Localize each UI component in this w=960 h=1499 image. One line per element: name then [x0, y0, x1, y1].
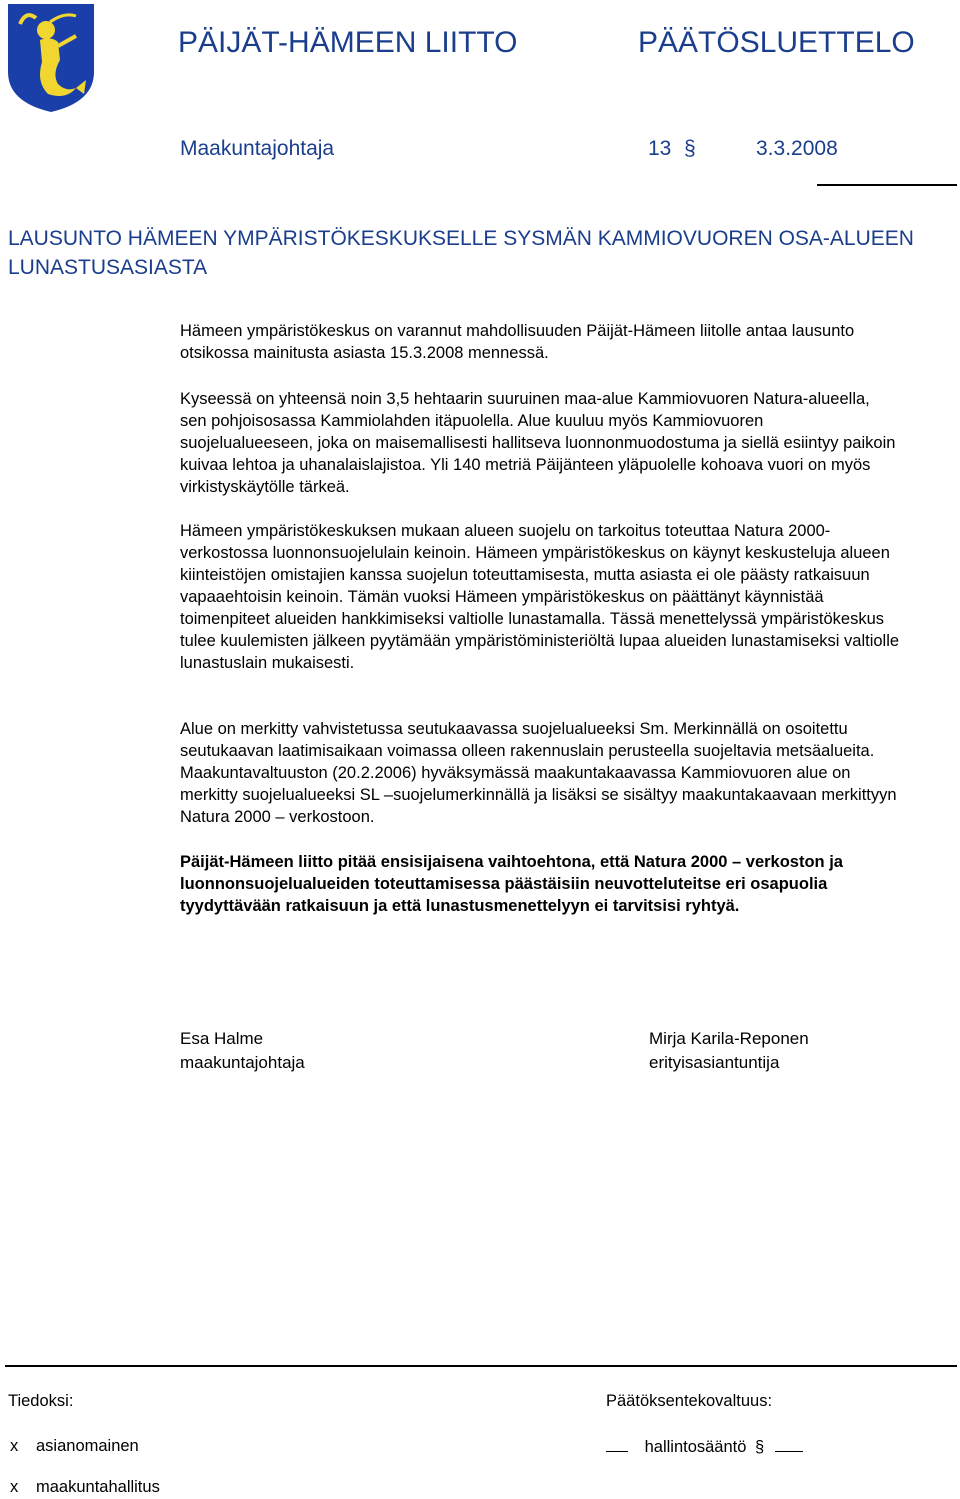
recipient-mark: x: [10, 1478, 19, 1496]
authority-row: [606, 1437, 803, 1457]
footer-rule: [5, 1365, 957, 1367]
recipient-name: maakuntahallitus: [36, 1478, 160, 1496]
authority-section-symbol: §: [755, 1438, 765, 1456]
signer-role: maakuntajohtaja: [180, 1053, 305, 1072]
paragraph-text: Kyseessä on yhteensä noin 3,5 hehtaarin suuruinen maa-alue Kammiovuoren Natura-alueella, sen pohjoisosassa Kammiolahden itäpuolella. Alue kuuluu myös Kammiovuoren suojelualueeseen, joka on maisemallisesti hallitseva luonnonmuodostuma ja siellä esiintyy paikoin kuivaa lehtoa ja uhanalaislajistoa. Yli 140 metriä Päijänteen yläpuolelle kohoava vuori on myös virkistyskäytölle tärkeä.: [180, 390, 896, 496]
recipient-name: asianomainen: [36, 1437, 139, 1455]
authority-item: hallintosääntö: [644, 1438, 747, 1456]
signer-name: Esa Halme: [180, 1029, 264, 1048]
coat-of-arms-logo: [6, 2, 96, 114]
decision-maker: Maakuntajohtaja: [180, 137, 335, 160]
document-type: PÄÄTÖSLUETTELO: [638, 26, 915, 59]
signer-role: erityisasiantuntija: [649, 1053, 780, 1072]
paragraph-1: [180, 320, 900, 364]
decision-statement: [180, 851, 900, 917]
document-title: LAUSUNTO HÄMEEN YMPÄRISTÖKESKUKSELLE SYSMÄN KAMMIOVUOREN OSA-ALUEEN LUNASTUSASIASTA: [8, 227, 914, 279]
decision-number: 13: [648, 137, 672, 160]
paragraph-2: [180, 388, 900, 498]
blank-line: [606, 1437, 628, 1452]
paragraph-3: [180, 520, 900, 674]
mermaid-coat-of-arms-icon: [6, 2, 96, 114]
signer-name: Mirja Karila-Reponen: [649, 1029, 809, 1048]
paragraph-text: Alue on merkitty vahvistetussa seutukaavassa suojelualueeksi Sm. Merkinnällä on osoitettu seutukaavan laatimisaikaan voimassa olleen rakennuslain perusteella suojeltavia metsäalueita. Maakuntavaltuuston (20.2.2006) hyväksymässä maakuntakaavassa Kammiovuoren alue on merkitty suojelualueeksi SL –suojelumerkinnällä ja lisäksi se sisältyy maakuntakaavaan merkittyyn Natura 2000 – verkostoon.: [180, 720, 897, 826]
authority-label: Päätöksentekovaltuus:: [606, 1392, 773, 1410]
organization-name: PÄIJÄT-HÄMEEN LIITTO: [178, 26, 518, 59]
signature-2: [649, 1027, 809, 1075]
paragraph-text: Hämeen ympäristökeskuksen mukaan alueen suojelu on tarkoitus toteuttaa Natura 2000-verkostossa luonnonsuojelulain keinoin. Hämeen ympäristökeskus on käynyt keskusteluja alueen kiinteistöjen omistajien kanssa suojelun toteuttamisesta, mutta asiasta ei ole päästy ratkaisuun vapaaehtoisin keinoin. Tämän vuoksi Hämeen ympäristökeskus on päättänyt käynnistää toimenpiteet alueiden hankkimiseksi valtiolle lunastamalla. Tässä menettelyssä ympäristökeskus tulee kuulemisten jälkeen pyytämään ympäristöministeriöltä lupaa alueiden lunastamiseksi valtiolle lunastuslain mukaisesti.: [180, 522, 900, 672]
blank-line: [775, 1437, 803, 1452]
section-symbol: §: [684, 137, 696, 160]
header-rule: [817, 184, 957, 186]
paragraph-text: Hämeen ympäristökeskus on varannut mahdollisuuden Päijät-Hämeen liitolle antaa lausunto otsikossa mainitusta asiasta 15.3.2008 mennessä.: [180, 322, 855, 362]
decision-date: 3.3.2008: [756, 137, 838, 160]
recipient-mark: x: [10, 1437, 19, 1455]
info-label: Tiedoksi:: [8, 1392, 74, 1410]
decision-text: Päijät-Hämeen liitto pitää ensisijaisena vaihtoehtona, että Natura 2000 – verkoston ja luonnonsuojelualueiden toteuttamisessa päästäisiin neuvotteluteitse eri osapuolia tyydyttävään ratkaisuun ja että lunastusmenettelyyn ei tarvitsisi ryhtyä.: [180, 853, 843, 915]
paragraph-4: [180, 718, 900, 828]
signature-1: [180, 1027, 305, 1075]
